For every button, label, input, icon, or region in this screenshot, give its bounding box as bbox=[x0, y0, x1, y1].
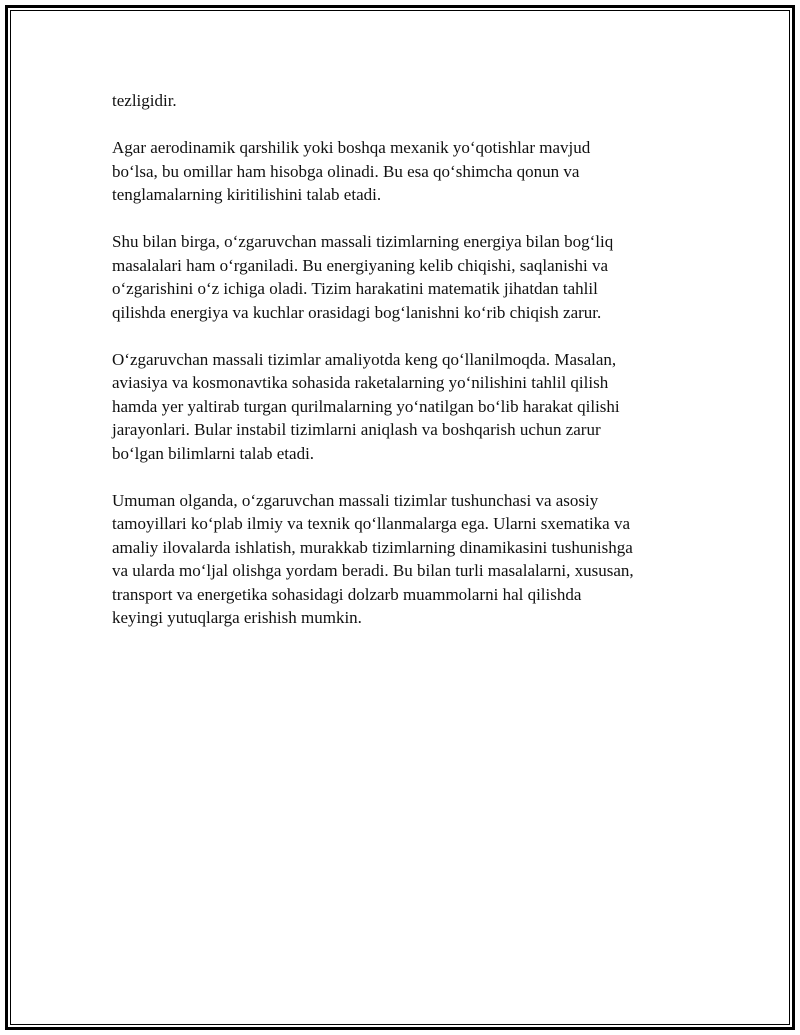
paragraph-practical-applications: O‘zgaruvchan massali tizimlar amaliyotda keng qo‘llanilmoqda. Masalan, aviasiya va kosmonavtika sohasida raketalarning yo‘nilishini tahlil qilish hamda yer yaltirab turgan qurilmalarning yo‘natilgan bo‘lib harakat qilishi jarayonlari. Bular instabil tizimlarni aniqlash va boshqarish uchun zarur bo‘lgan bilimlarni talab etadi. bbox=[112, 349, 620, 463]
document-body bbox=[112, 89, 687, 653]
paragraph-continuation: tezligidir. bbox=[112, 91, 177, 110]
paragraph-energy-problems: Shu bilan birga, o‘zgaruvchan massali tizimlarning energiya bilan bog‘liq masalalari ham o‘rganiladi. Bu energiyaning kelib chiqishi, saqlanishi va o‘zgarishini o‘z ichiga oladi. Tizim harakatini matematik jihatdan tahlil qilishda energiya va kuchlar orasidagi bog‘lanishni ko‘rib chiqish zarur. bbox=[112, 232, 614, 322]
paragraph-conclusion: Umuman olganda, o‘zgaruvchan massali tizimlar tushunchasi va asosiy tamoyillari ko‘plab ilmiy va texnik qo‘llanmalarga ega. Ularni sxematika va amaliy ilovalarda ishlatish, murakkab tizimlarning dinamikasini tushunishga va ularda mo‘ljal olishga yordam beradi. Bu bilan turli masalalarni, xususan, transport va energetika sohasidagi dolzarb muammolarni hal qilishda keyingi yutuqlarga erishish mumkin. bbox=[112, 490, 634, 627]
paragraph-aerodynamic-losses: Agar aerodinamik qarshilik yoki boshqa mexanik yo‘qotishlar mavjud bo‘lsa, bu omillar ham hisobga olinadi. Bu esa qo‘shimcha qonun va tenglamalarning kiritilishini talab etadi. bbox=[112, 138, 591, 204]
